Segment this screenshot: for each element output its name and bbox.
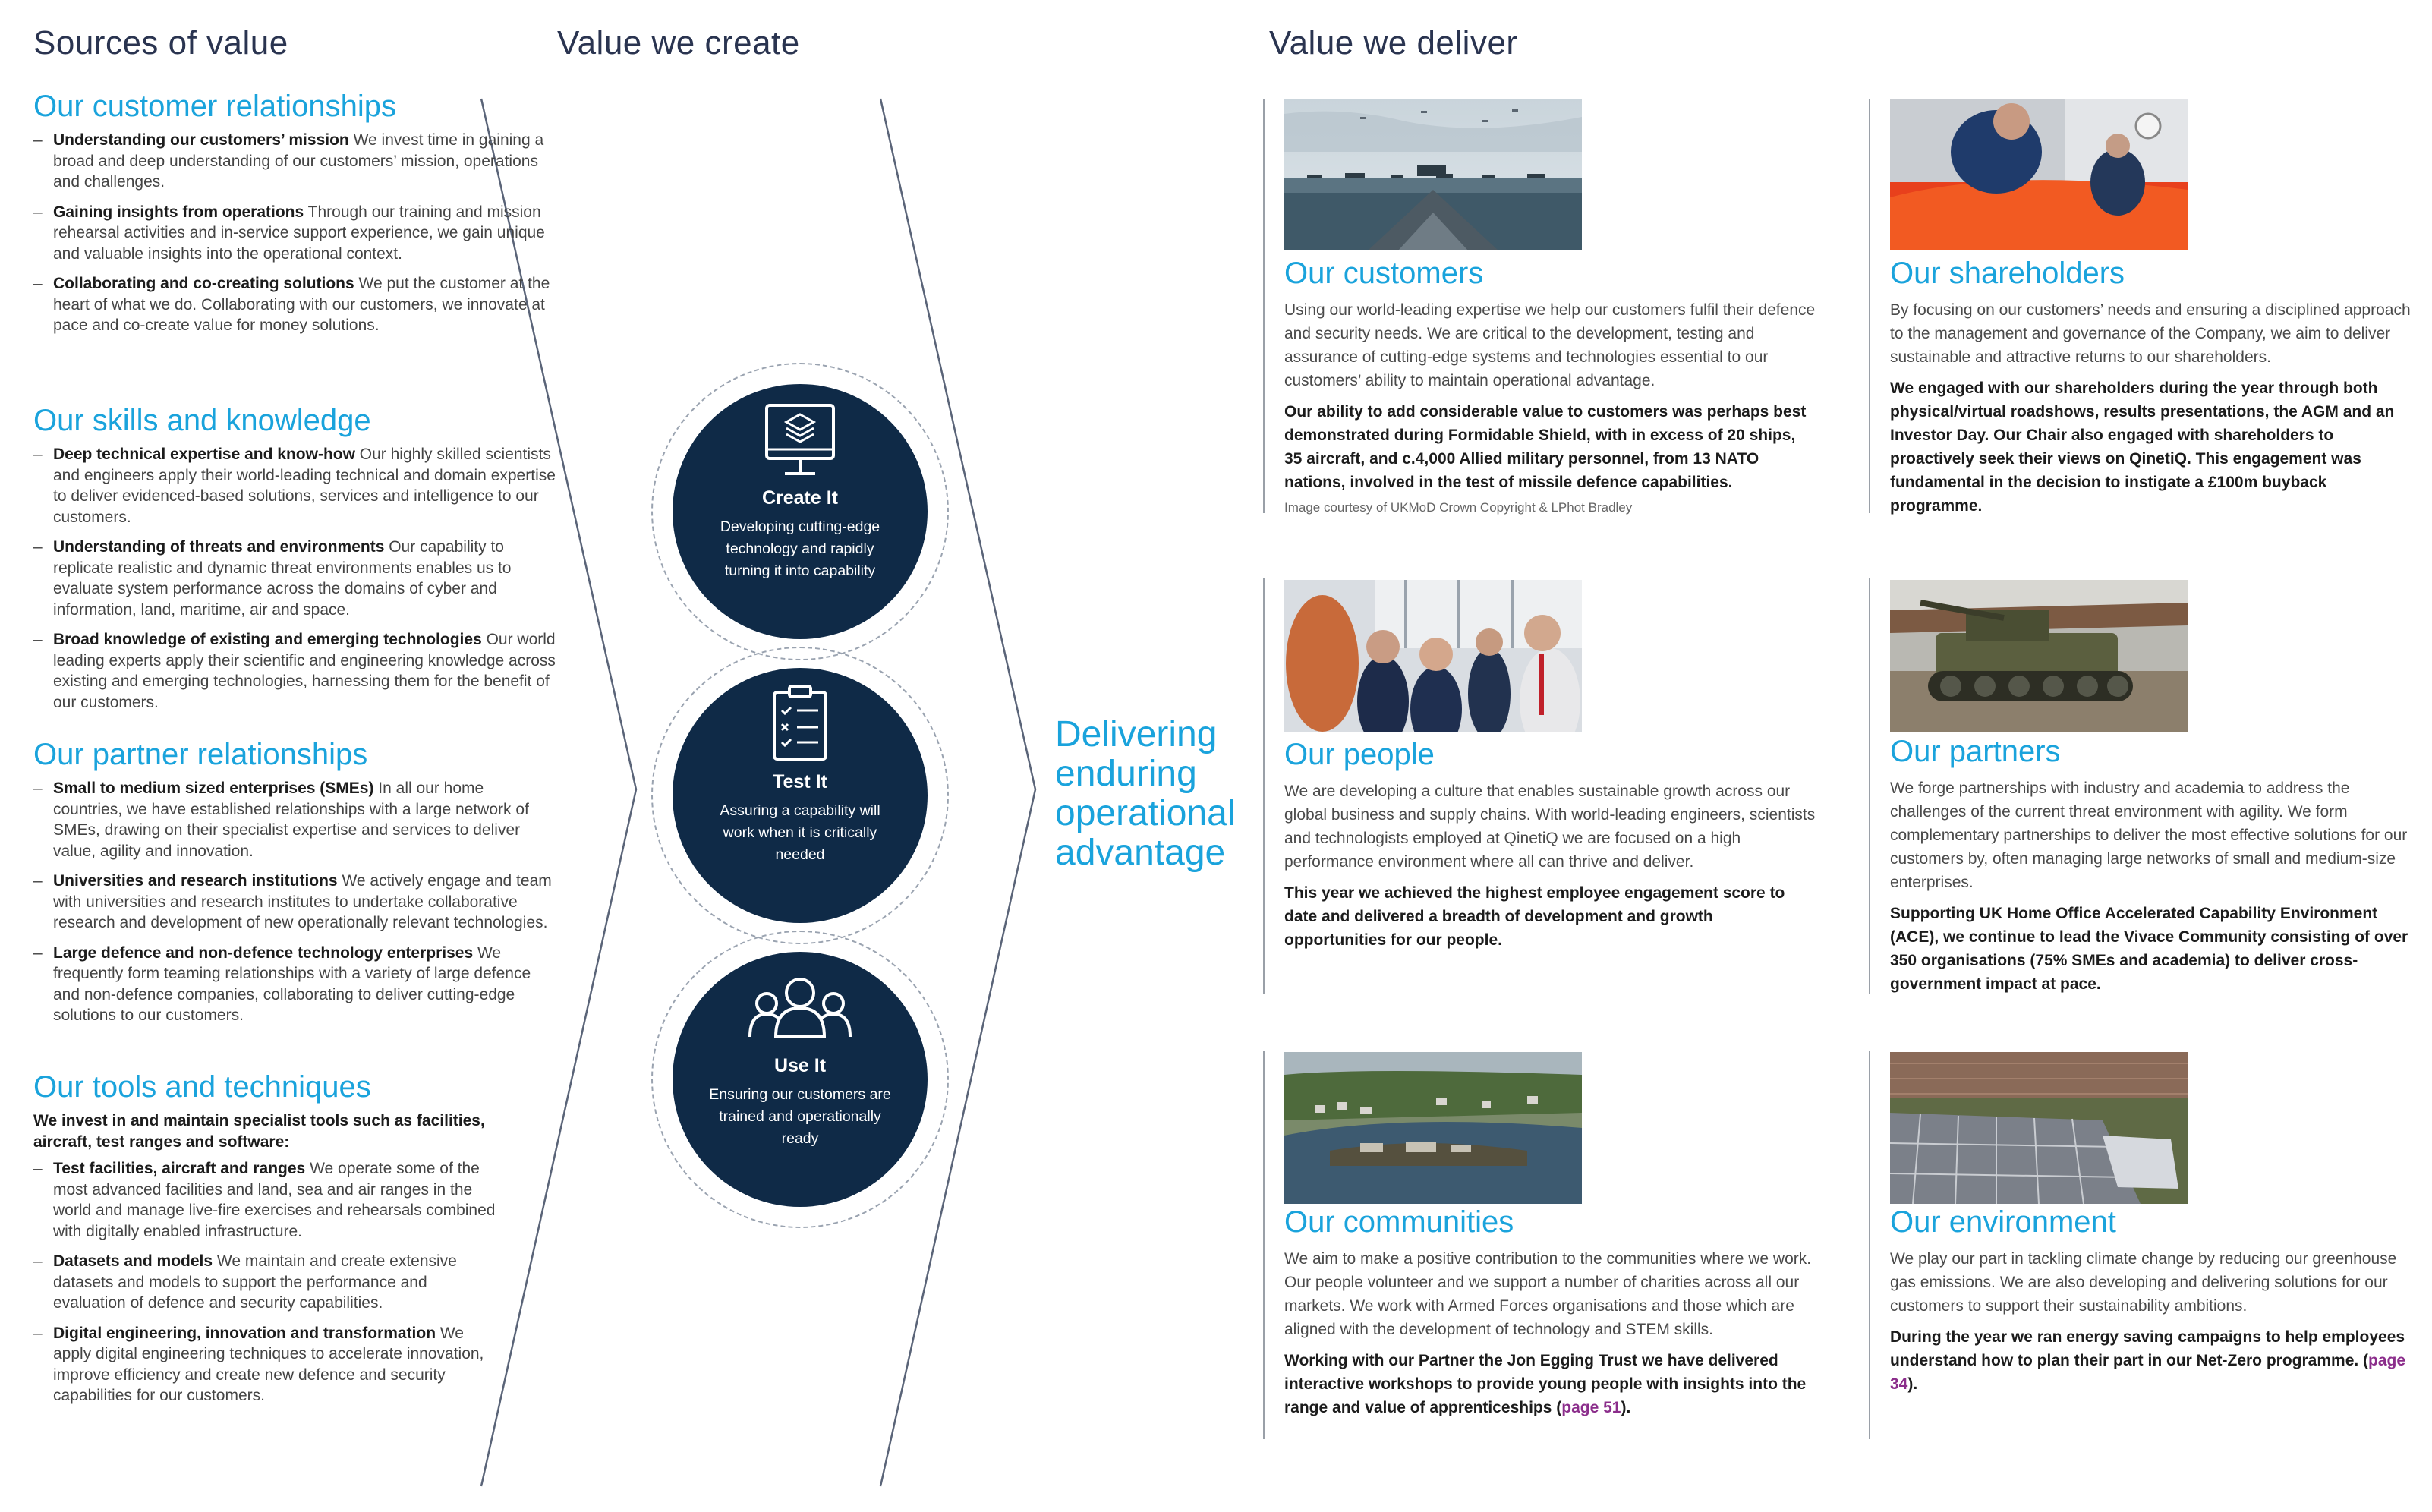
section-title: Our customer relationships xyxy=(33,90,396,123)
section-highlight: We engaged with our shareholders during the year through both physical/virtual roadshows, results presentations, the AGM and an Investor Day. Our Chair also engaged with shareholders to proactively seek their views on QinetiQ. This engagement was fundamental in the decision to instigate a £100m buyback programme. xyxy=(1890,380,2395,515)
column-title-sources: Sources of value xyxy=(33,24,288,61)
section-title: Our shareholders xyxy=(1890,257,2125,290)
deliver-partners xyxy=(1890,735,2421,996)
list-item: – Broad knowledge of existing and emerging technologies Our world leading experts apply their scientific and engineering knowledge across existing and emerging technologies, harnessing them for the benefit of our customers. xyxy=(33,629,557,713)
section-customer-relationships xyxy=(33,90,557,345)
create-it-circle xyxy=(673,384,928,639)
list-item: – Collaborating and co-creating solutions We put the customer at the heart of what we do. Collaborating with our customers, we innovate at pace and co-create value for money solutions. xyxy=(33,273,557,336)
divider xyxy=(1869,99,1870,513)
column-title-create: Value we create xyxy=(557,24,800,61)
list-item: – Large defence and non-defence technology enterprises We frequently form teaming relationships with a variety of large defence and non-defence companies, collaborating to deliver cutting-edge solutions to our customers. xyxy=(33,943,557,1026)
circle-description: Developing cutting-edge technology and rapidly turning it into capability xyxy=(720,518,880,579)
coastal-town-photo xyxy=(1284,1052,1582,1204)
section-skills-knowledge xyxy=(33,404,557,722)
section-title: Our environment xyxy=(1890,1205,2116,1239)
use-it-circle xyxy=(673,952,928,1207)
list-item: – Understanding of threats and environments Our capability to replicate realistic and dynamic threat environments enables us to evaluate system performance across the domains of cyber and information, land, maritime, air and space. xyxy=(33,537,557,620)
circle-label: Test It xyxy=(773,771,827,792)
list-item: – Universities and research institutions We actively engage and team with universities and research institutes to undertake collaborative research and development of new operationally relevant technologies. xyxy=(33,871,557,934)
section-tools-techniques xyxy=(33,1070,504,1416)
clipboard-checklist-icon xyxy=(770,683,830,764)
divider xyxy=(1869,578,1870,994)
section-body: By focusing on our customers’ needs and ensuring a disciplined approach to the management and governance of the Company, we aim to deliver sustainable and attractive returns to our shareholders. xyxy=(1890,301,2411,366)
page-link[interactable]: page 51 xyxy=(1561,1399,1621,1416)
divider xyxy=(1263,99,1265,513)
section-body: We aim to make a positive contribution to the communities where we work. Our people volunteer and we support a number of charities across all our markets. We work with Armed Forces organisations and those which are aligned with the development of technology and STEM skills. xyxy=(1284,1250,1812,1338)
section-title: Our tools and techniques xyxy=(33,1070,371,1104)
people-group-icon xyxy=(747,975,853,1043)
divider xyxy=(1263,1051,1265,1439)
deliver-shareholders xyxy=(1890,257,2421,518)
section-title: Our communities xyxy=(1284,1205,1514,1239)
list-item: – Understanding our customers’ mission We invest time in gaining a broad and deep understanding of our customers’ mission, operations and challenges. xyxy=(33,130,557,193)
circle-label: Use It xyxy=(773,1055,827,1076)
section-highlight: During the year we ran energy saving campaigns to help employees understand how to plan their part in our Net-Zero programme. (page 34). xyxy=(1890,1328,2406,1393)
section-intro: We invest in and maintain specialist tools such as facilities, aircraft, test ranges and software: xyxy=(33,1112,485,1151)
deliver-environment xyxy=(1890,1205,2421,1396)
list-item: – Deep technical expertise and know-how Our highly skilled scientists and engineers apply their world-leading technical and domain expertise to deliver evidenced-based solutions, services and intelligence to our customers. xyxy=(33,444,557,528)
list-item: – Datasets and models We maintain and create extensive datasets and models to support the performance and evaluation of defence and security capabilities. xyxy=(33,1251,504,1314)
naval-fleet-photo xyxy=(1284,99,1582,250)
section-body: We are developing a culture that enables sustainable growth across our global business and supply chains. With world-leading engineers, scientists and technologists employed at QinetiQ we are focused on a high performance environment where all can thrive and deliver. xyxy=(1284,783,1816,871)
list-item: – Test facilities, aircraft and ranges We operate some of the most advanced facilities and land, sea and air ranges in the world and manage live-fire exercises and rehearsals combined with digitally enabled infrastructure. xyxy=(33,1158,504,1242)
divider xyxy=(1869,1051,1870,1439)
section-body: We forge partnerships with industry and academia to address the challenges of the current threat environment with agility. We form complementary partnerships to deliver the most effective solutions for our customers by, often managing large networks of small and medium-size enterprises. xyxy=(1890,780,2408,891)
section-title: Our partners xyxy=(1890,735,2061,768)
deliver-communities xyxy=(1284,1205,1816,1419)
test-it-circle xyxy=(673,668,928,923)
list-item: – Small to medium sized enterprises (SMEs) In all our home countries, we have established relationships with a large network of SMEs, drawing on their specialist expertise and services to deliver value, agility and innovation. xyxy=(33,778,557,862)
divider xyxy=(1263,578,1265,994)
deliver-people xyxy=(1284,738,1816,952)
column-title-deliver: Value we deliver xyxy=(1269,24,1518,61)
list-item: – Gaining insights from operations Through our training and mission rehearsal activities and in-service support experience, we gain unique and valuable insights into the operational context. xyxy=(33,202,557,265)
section-title: Our people xyxy=(1284,738,1435,771)
page-link[interactable]: page 34 xyxy=(1890,1352,2406,1393)
robotic-vehicle-photo xyxy=(1890,580,2188,732)
circle-label: Create It xyxy=(761,487,839,509)
section-body: Using our world-leading expertise we help our customers fulfil their defence and security needs. We are critical to the development, testing and assurance of cutting-edge systems and technologies essential to our customers’ ability to maintain operational advantage. xyxy=(1284,301,1816,389)
section-highlight: Supporting UK Home Office Accelerated Capability Environment (ACE), we continue to lead the Vivace Community consisting of over 350 organisations (75% SMEs and academia) to deliver cross-government impact at pace. xyxy=(1890,905,2408,993)
section-title: Our partner relationships xyxy=(33,738,368,771)
deliver-customers xyxy=(1284,257,1816,515)
section-highlight: Working with our Partner the Jon Egging Trust we have delivered interactive workshops to provide young people with insights into the range and value of apprenticeships (page 51). xyxy=(1284,1352,1807,1416)
section-title: Our customers xyxy=(1284,257,1484,290)
engineers-workshop-photo xyxy=(1890,99,2188,250)
circle-description: Assuring a capability will work when it is critically needed xyxy=(720,802,880,863)
section-highlight: Our ability to add considerable value to customers was perhaps best demonstrated during Formidable Shield, with in excess of 20 ships, 35 aircraft, and c.4,000 Allied military personnel, from 13 NATO nations, involved in the test of missile defence capabilities. xyxy=(1284,403,1807,491)
outcome-statement: Delivering enduring operational advantage xyxy=(1055,714,1236,873)
section-title: Our skills and knowledge xyxy=(33,404,371,437)
list-item: – Digital engineering, innovation and transformation We apply digital engineering techniques to accelerate innovation, improve efficiency and create new defence and security capabilities for our customers. xyxy=(33,1323,504,1406)
solar-panels-photo xyxy=(1890,1052,2188,1204)
section-body: We play our part in tackling climate change by reducing our greenhouse gas emissions. We are also developing and delivering solutions for our customers to support their sustainability ambitions. xyxy=(1890,1250,2397,1315)
employees-group-photo xyxy=(1284,580,1582,732)
circle-description: Ensuring our customers are trained and operationally ready xyxy=(709,1086,891,1147)
section-highlight: This year we achieved the highest employee engagement score to date and delivered a breadth of development and growth opportunities for our people. xyxy=(1284,884,1785,949)
image-caption: Image courtesy of UKMoD Crown Copyright & LPhot Bradley xyxy=(1284,500,1633,515)
section-partner-relationships xyxy=(33,738,557,1035)
monitor-layers-icon xyxy=(762,399,838,483)
